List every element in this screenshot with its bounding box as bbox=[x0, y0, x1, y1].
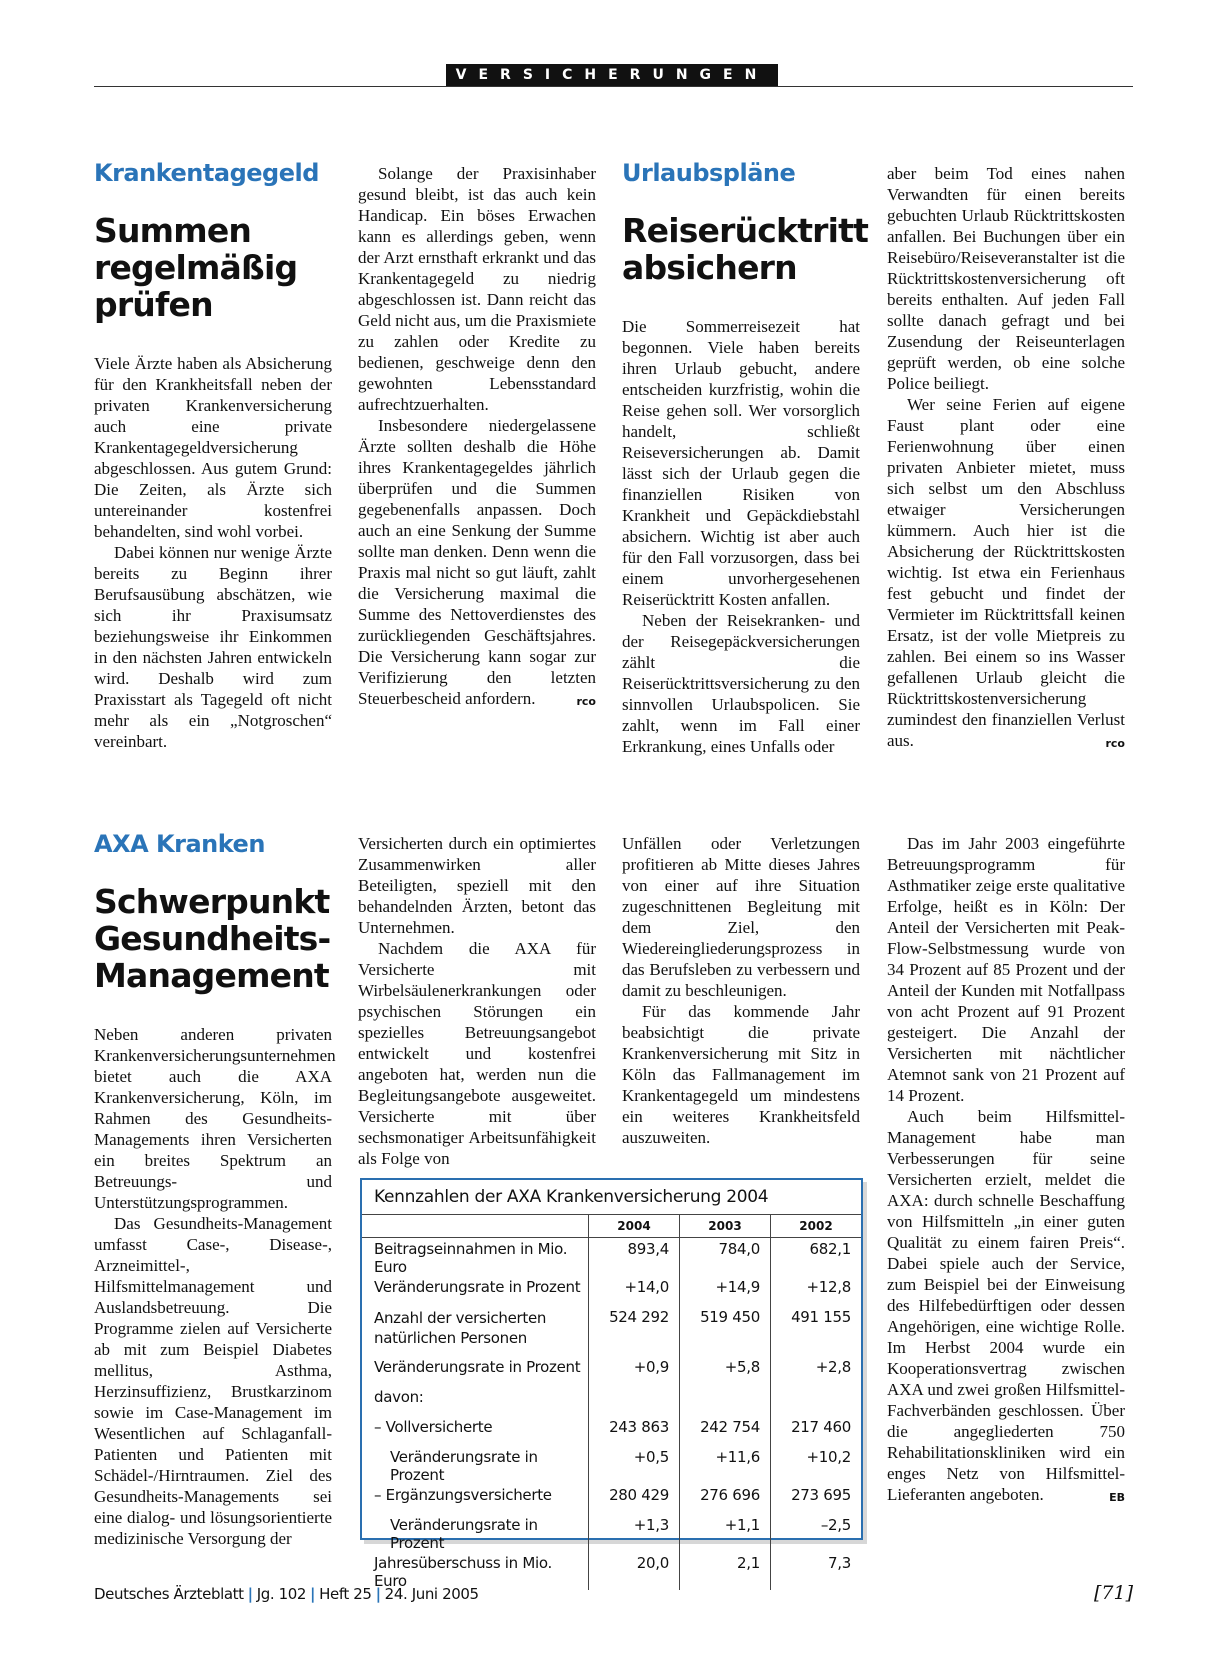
table-cell bbox=[680, 1386, 771, 1416]
footer-credit bbox=[94, 1585, 479, 1603]
table-cell bbox=[589, 1386, 680, 1416]
kennzahlen-table bbox=[362, 1214, 861, 1590]
table-header-year: 2004 bbox=[589, 1215, 680, 1238]
article3-paragraph-1: Neben anderen privaten Krankenversicherungsunternehmen bietet auch die AXA Krankenversicherung, Köln, im Rahmen des Gesundheits-Managements ihren Versicherten ein breites Spektrum an Betreuungs- und Unterstützungsprogrammen. bbox=[94, 1025, 336, 1212]
article1-signature: rco bbox=[576, 695, 596, 708]
table-cell: 682,1 bbox=[771, 1238, 862, 1277]
table-cell: 7,3 bbox=[771, 1552, 862, 1590]
article1-paragraph-2: Dabei können nur wenige Ärzte bereits zu Beginn ihrer Berufsausübung abschätzen, wie sich ihr Praxisumsatz beziehungsweise ihr Einkommen in den nächsten Jahren entwickeln wird. Deshalb wird zum Praxisstart als Tagegeld oft nicht mehr als ein „Notgroschen“ vereinbart. bbox=[94, 543, 332, 751]
footer-separator: | bbox=[247, 1585, 253, 1603]
article3-paragraph-5: Unfällen oder Verletzungen profitieren ab Mitte dieses Jahres von einer auf ihre Situation zugeschnittenen Begleitung mit dem Ziel, den Wiedereingliederungsprozess in das Berufsleben zu verbessern und damit zu beschleunigen. bbox=[622, 834, 860, 1000]
article2-paragraph-4: Wer seine Ferien auf eigene Faust plant oder eine Ferienwohnung über einen privaten Anbieter mietet, muss sich selbst um den Abschluss etwaiger Versicherungen kümmern. Auch hier ist die Absicherung der Rücktrittskosten wichtig. Ist etwa ein Ferienhaus fest gebucht und findet der Vermieter im Rücktrittsfall keinen Ersatz, ist der volle Mietpreis zu zahlen. Bei einem so ins Wasser gefallenen Urlaub gleicht die Rücktrittskostenversicherung zumindest den finanziellen Verlust aus. bbox=[887, 395, 1125, 750]
table-cell: 242 754 bbox=[680, 1416, 771, 1446]
table-row bbox=[362, 1484, 861, 1514]
footer-publication: Deutsches Ärzteblatt bbox=[94, 1585, 244, 1603]
article1-column-1 bbox=[94, 158, 332, 752]
article1-paragraph-4: Insbesondere niedergelassene Ärzte sollten deshalb die Höhe ihres Krankentagegeldes jährlich überprüfen und die Summen gegebenenfalls anpassen. Doch auch an eine Senkung der Summe sollte man denken. Denn wenn die Praxis mal nicht so gut läuft, zahlt die Versicherung maximal die Summe des Nettoverdienstes des zurückliegenden Geschäftsjahres. Die Versicherung kann sogar zur Verifizierung den letzten Steuerbescheid anfordern. bbox=[358, 416, 596, 708]
article3-paragraph-6: Für das kommende Jahr beabsichtigt die private Krankenversicherung mit Sitz in Köln das Fallmanagement im Krankentagegeld um mindestens ein weiteres Krankheitsfeld auszuweiten. bbox=[622, 1002, 860, 1147]
table-row-label: – Vollversicherte bbox=[374, 1418, 493, 1436]
table-row-label: Veränderungsrate in Prozent bbox=[374, 1278, 581, 1296]
article3-signature: EB bbox=[1109, 1491, 1125, 1504]
table-cell: +5,8 bbox=[680, 1356, 771, 1386]
table-cell: +14,9 bbox=[680, 1276, 771, 1306]
article3-paragraph-7: Das im Jahr 2003 eingeführte Betreuungsprogramm für Asthmatiker zeige erste qualitative Erfolge, heißt es in Köln: Der Anteil der Versicherten mit Peak-Flow-Selbstmessung wurde von 34 Prozent auf 85 Prozent und der Anteil der Kunden mit Notfallpass von acht Prozent auf 91 Prozent gesteigert. Die Anzahl der Versicherten mit nächtlicher Atemnot sank von 21 Prozent auf 14 Prozent. bbox=[887, 834, 1125, 1105]
article1-paragraph-1: Viele Ärzte haben als Absicherung für den Krankheitsfall neben der privaten Krankenversicherung auch eine private Krankentagegeldversicherung abgeschlossen. Aus gutem Grund: Die Zeiten, als Ärzte sich untereinander kostenfrei behandelten, sind wohl vorbei. bbox=[94, 354, 332, 541]
table-row-label: Veränderungsrate in Prozent bbox=[374, 1358, 581, 1376]
table-cell: 273 695 bbox=[771, 1484, 862, 1514]
table-cell: 784,0 bbox=[680, 1238, 771, 1277]
article3-paragraph-8: Auch beim Hilfsmittel-Management habe man Verbesserungen für seine Versicherten erzielt, meldet die AXA: durch schnelle Beschaffung von Hilfsmitteln „in einer guten Qualität zu einem fairen Preis“. Dabei spiele auch der Service, zum Beispiel bei der Einweisung des Hilfebedürftigen oder dessen Angehörigen, eine wichtige Rolle. Im Herbst 2004 wurde ein Kooperationsvertrag zwischen AXA und zwei großen Hilfsmittel-Fachverbänden geschlossen. Über die angegliederten 750 Rehabilitationskliniken wird ein enges Netz von Hilfsmittel-Lieferanten angeboten. bbox=[887, 1107, 1125, 1504]
table-cell: 893,4 bbox=[589, 1238, 680, 1277]
table-header-year: 2003 bbox=[680, 1215, 771, 1238]
table-cell: +2,8 bbox=[771, 1356, 862, 1386]
table-row-label: Jahresüberschuss in Mio. Euro bbox=[374, 1554, 552, 1590]
table-cell: 491 155 bbox=[771, 1306, 862, 1356]
table-cell: +0,5 bbox=[589, 1446, 680, 1484]
footer-separator: | bbox=[375, 1585, 381, 1603]
article1-paragraph-3: Solange der Praxisinhaber gesund bleibt, ist das auch kein Handicap. Ein böses Erwachen kann es allerdings geben, wenn der Arzt ernsthaft erkrankt und das Krankentagegeld zu niedrig abgeschlossen ist. Dann reicht das Geld nicht aus, um die Praxismiete zu zahlen oder Kredite zu bedienen, geschweige denn den gewohnten Lebensstandard aufrechtzuerhalten. bbox=[358, 164, 596, 414]
article3-column-1 bbox=[94, 829, 336, 1549]
table-cell: +1,3 bbox=[589, 1514, 680, 1552]
table-row-label: Anzahl der versicherten natürlichen Personen bbox=[374, 1309, 547, 1347]
table-cell: +10,2 bbox=[771, 1446, 862, 1484]
table-cell: +0,9 bbox=[589, 1356, 680, 1386]
table-row-label: Veränderungsrate in Prozent bbox=[390, 1516, 538, 1552]
article2-paragraph-3: aber beim Tod eines nahen Verwandten für einen bereits gebuchten Urlaub Rücktrittskosten anfallen. Bei Buchungen über ein Reisebüro/Reiseveranstalter ist die Rücktrittskostenversicherung oft bereits enthalten. Auf jeden Fall sollte danach gefragt und bei Zusendung der Reiseunterlagen geprüft werden, ob eine solche Police beiliegt. bbox=[887, 164, 1125, 393]
table-cell: 243 863 bbox=[589, 1416, 680, 1446]
table-cell: –2,5 bbox=[771, 1514, 862, 1552]
table-cell bbox=[771, 1386, 862, 1416]
table-row bbox=[362, 1356, 861, 1386]
article3-paragraph-4: Nachdem die AXA für Versicherte mit Wirbelsäulenerkrankungen oder psychischen Störungen ein spezielles Betreuungsangebot entwickelt und kostenfrei angeboten hat, werden nun die Begleitungsangebote ausgeweitet. Versicherte mit über sechsmonatiger Arbeitsunfähigkeit als Folge von bbox=[358, 939, 596, 1168]
section-label: VERSICHERUNGEN bbox=[446, 64, 778, 86]
table-row bbox=[362, 1514, 861, 1552]
kennzahlen-table-box bbox=[360, 1178, 863, 1590]
table-cell: +1,1 bbox=[680, 1514, 771, 1552]
footer-issue: Heft 25 bbox=[319, 1585, 372, 1603]
article2-paragraph-1: Die Sommerreisezeit hat begonnen. Viele haben bereits ihren Urlaub gebucht, andere entscheiden kurzfristig, wohin die Reise gehen soll. Wer vorsorglich handelt, schließt Reiseversicherungen ab. Damit lässt sich der Urlaub gegen die finanziellen Risiken von Krankheit und Gepäckdiebstahl absichern. Wichtig ist aber auch für den Fall vorzusorgen, dass bei einem unvorhergesehenen Reiserücktritt Kosten anfallen. bbox=[622, 317, 860, 609]
table-row bbox=[362, 1238, 861, 1277]
article2-column-2 bbox=[887, 163, 1125, 754]
table-header-label bbox=[362, 1215, 589, 1238]
table-row bbox=[362, 1276, 861, 1306]
table-cell: 217 460 bbox=[771, 1416, 862, 1446]
article3-paragraph-3: Versicherten durch ein optimiertes Zusammenwirken aller Beteiligten, speziell mit den behandelnden Ärzten, betont das Unternehmen. bbox=[358, 834, 596, 937]
table-row-label: Beitragseinnahmen in Mio. Euro bbox=[374, 1240, 568, 1276]
table-row-label: davon: bbox=[374, 1388, 424, 1406]
table-cell: +14,0 bbox=[589, 1276, 680, 1306]
table-cell: +11,6 bbox=[680, 1446, 771, 1484]
article3-column-3 bbox=[622, 833, 860, 1148]
article2-paragraph-2: Neben der Reisekranken- und der Reisegepäckversicherungen zählt die Reiserücktrittsversicherung zu den sinnvollen Urlaubspolicen. Sie zahlt, wenn im Fall einer Erkrankung, eines Unfalls oder bbox=[622, 611, 860, 756]
table-header-row bbox=[362, 1215, 861, 1238]
page-number: [71] bbox=[1093, 1582, 1133, 1604]
table-cell: 519 450 bbox=[680, 1306, 771, 1356]
article1-kicker: Krankentagegeld bbox=[94, 159, 319, 187]
table-cell: 20,0 bbox=[589, 1552, 680, 1590]
article3-paragraph-2: Das Gesundheits-Management umfasst Case-, Disease-, Arzneimittel-, Hilfsmittelmanagement und Auslandsbetreuung. Die Programme zielen auf Versicherte ab mit zum Beispiel Diabetes mellitus, Asthma, Herzinsuffizienz, Brustkarzinom sowie im Case-Management im Wesentlichen auf Schlaganfall-Patienten und Patienten mit Schädel-/Hirntraumen. Ziel des Gesundheits-Managements sei eine dialog- und lösungsorientierte medizinische Versorgung der bbox=[94, 1214, 332, 1548]
article2-headline: Reiserücktritt absichern bbox=[622, 211, 869, 287]
table-row bbox=[362, 1416, 861, 1446]
table-cell: 280 429 bbox=[589, 1484, 680, 1514]
table-row-label: Veränderungsrate in Prozent bbox=[390, 1448, 538, 1484]
table-cell: 276 696 bbox=[680, 1484, 771, 1514]
table-row bbox=[362, 1446, 861, 1484]
article3-column-4 bbox=[887, 833, 1125, 1508]
article3-kicker: AXA Kranken bbox=[94, 830, 265, 858]
table-title: Kennzahlen der AXA Krankenversicherung 2004 bbox=[374, 1187, 769, 1207]
article1-headline: Summen regelmäßig prüfen bbox=[94, 211, 298, 324]
article2-column-1 bbox=[622, 158, 869, 757]
article2-signature: rco bbox=[1105, 737, 1125, 750]
top-rule bbox=[94, 86, 1133, 87]
footer-volume: Jg. 102 bbox=[256, 1585, 307, 1603]
table-row-label: – Ergänzungsversicherte bbox=[374, 1486, 552, 1504]
table-row bbox=[362, 1386, 861, 1416]
table-row bbox=[362, 1306, 861, 1356]
table-cell: 524 292 bbox=[589, 1306, 680, 1356]
article2-kicker: Urlaubspläne bbox=[622, 159, 796, 187]
table-cell: +12,8 bbox=[771, 1276, 862, 1306]
footer-date: 24. Juni 2005 bbox=[384, 1585, 479, 1603]
table-cell: 2,1 bbox=[680, 1552, 771, 1590]
article3-column-2 bbox=[358, 833, 596, 1169]
article1-column-2 bbox=[358, 163, 596, 712]
article3-headline: Schwerpunkt Gesundheits-Management bbox=[94, 882, 331, 995]
footer-separator: | bbox=[310, 1585, 316, 1603]
table-header-year: 2002 bbox=[771, 1215, 862, 1238]
